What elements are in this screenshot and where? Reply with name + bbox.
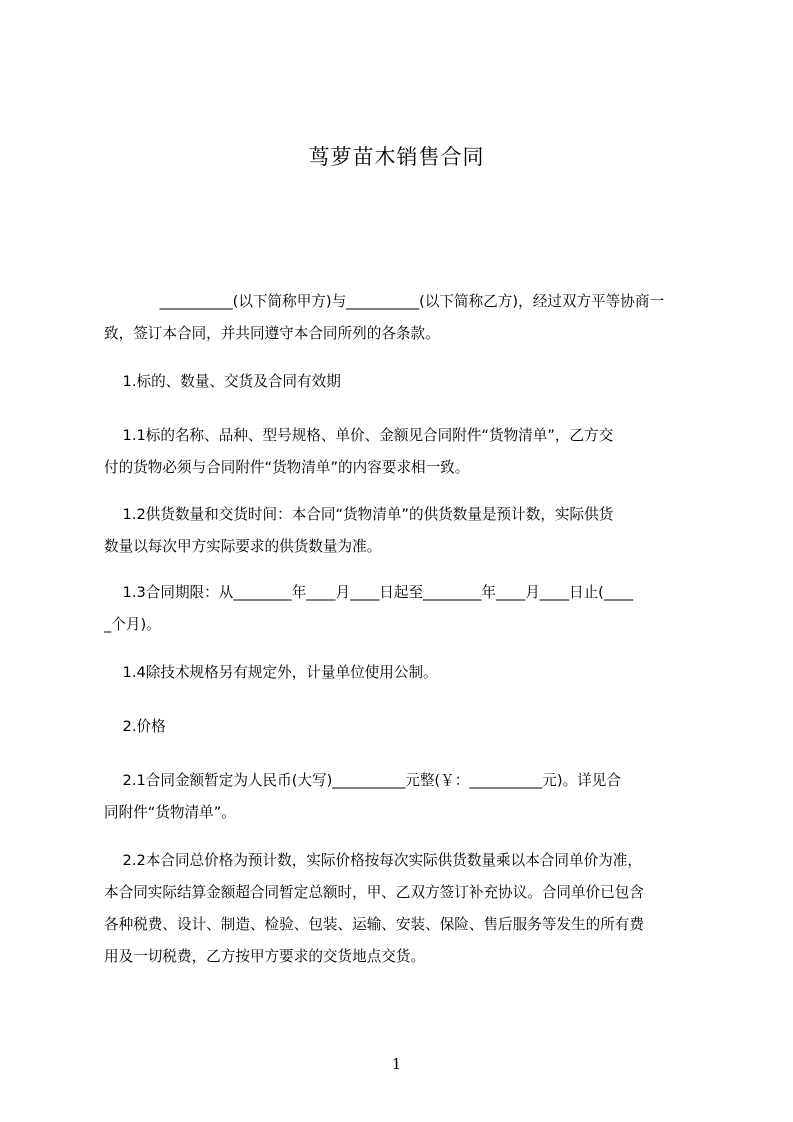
paragraph-line: 数量以每次甲方实际要求的供货数量为准。 xyxy=(104,538,382,555)
section-heading-1 xyxy=(104,366,704,398)
paragraph-line: 同附件“货物清单”。 xyxy=(104,804,236,821)
paragraph-line: 2.价格 xyxy=(104,718,166,735)
clause-2-2 xyxy=(104,845,704,973)
clause-1-4 xyxy=(104,657,704,689)
paragraph-line: 1.1标的名称、品种、型号规格、单价、金额见合同附件“货物清单”，乙方交 xyxy=(104,427,614,444)
clause-1-2 xyxy=(104,499,704,563)
paragraph-line: 1.2供货数量和交货时间：本合同“货物清单”的供货数量是预计数，实际供货 xyxy=(104,506,614,523)
clause-1-1 xyxy=(104,420,704,484)
section-heading-2 xyxy=(104,711,704,743)
paragraph-line: 1.3合同期限：从________年____月____日起至________年____月____日止(____ xyxy=(104,584,634,601)
paragraph-line: 致，签订本合同，并共同遵守本合同所列的各条款。 xyxy=(104,325,440,342)
paragraph-line: 付的货物必须与合同附件“货物清单”的内容要求相一致。 xyxy=(104,459,470,476)
clause-1-3 xyxy=(104,577,704,641)
paragraph-line: 2.2本合同总价格为预计数，实际价格按每次实际供货数量乘以本合同单价为准， xyxy=(104,852,642,869)
paragraph-line: 用及一切税费，乙方按甲方要求的交货地点交货。 xyxy=(104,948,426,965)
paragraph-line: 2.1合同金额暂定为人民币(大写)__________元整(￥：__________元)。详见合 xyxy=(104,772,621,789)
paragraph-line: 本合同实际结算金额超合同暂定总额时，甲、乙双方签订补充协议。合同单价已包含 xyxy=(104,884,644,901)
paragraph-line: 各种税费、设计、制造、检验、包装、运输、安装、保险、售后服务等发生的所有费 xyxy=(104,916,644,933)
paragraph-line: 1.4除技术规格另有规定外，计量单位使用公制。 xyxy=(104,664,438,681)
paragraph-line: _个月)。 xyxy=(104,616,161,633)
document-title: 茑萝苗木销售合同 xyxy=(308,145,485,169)
paragraph-line: 1.标的、数量、交货及合同有效期 xyxy=(104,373,341,390)
page-number: 1 xyxy=(391,1055,402,1073)
paragraph-line: __________(以下简称甲方)与__________(以下简称乙方)，经过双方平等协商一 xyxy=(104,293,665,310)
clause-2-1 xyxy=(104,765,704,829)
intro-paragraph xyxy=(104,286,704,350)
